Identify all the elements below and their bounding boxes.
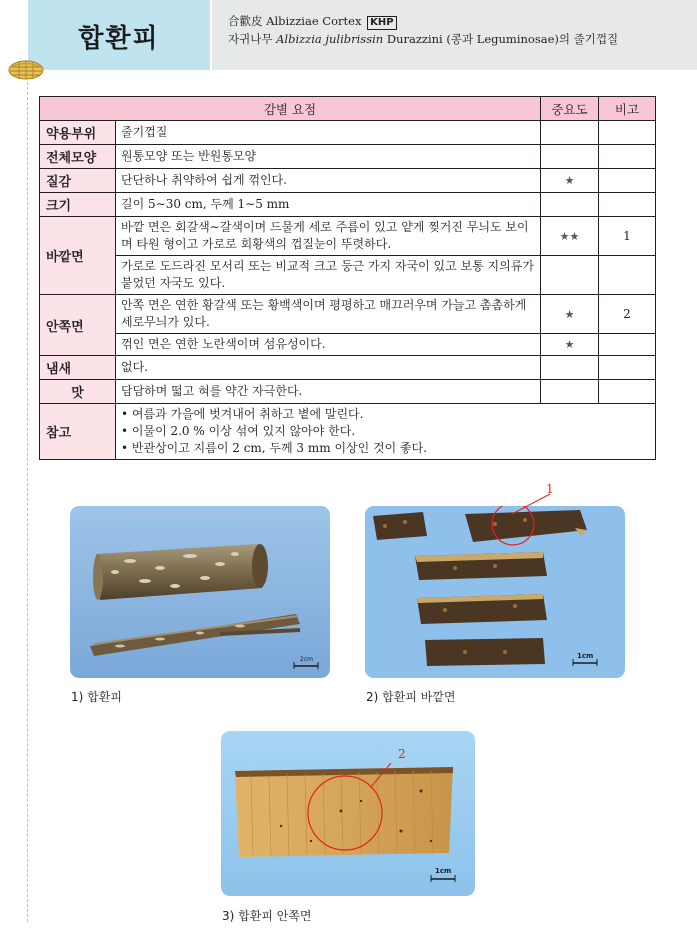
scale-label: 1cm bbox=[435, 867, 452, 875]
origin-line bbox=[228, 31, 668, 47]
text-outer-2: 가로로 도드라진 모서리 또는 비교적 크고 둥근 가지 자국이 있고 보통 지의류가 붙었던 자국도 있다. bbox=[116, 256, 541, 295]
row-part bbox=[40, 121, 656, 145]
scale-label: 1cm bbox=[577, 652, 594, 660]
whole-bark-image bbox=[70, 506, 330, 678]
origin-scientific: Albizzia julibrissin bbox=[276, 32, 384, 46]
row-texture bbox=[40, 169, 656, 193]
row-inner-2 bbox=[40, 334, 656, 356]
importance-inner-1: ★ bbox=[541, 295, 599, 334]
herb-bundle-icon bbox=[7, 55, 45, 81]
callout-number-1: 1 bbox=[546, 482, 554, 496]
reference-item: • 이물이 2.0 % 이상 섞여 있지 않아야 한다. bbox=[121, 424, 356, 438]
text-reference bbox=[116, 404, 656, 460]
scale-label: 2cm bbox=[300, 656, 313, 663]
title-box bbox=[28, 0, 210, 70]
row-outer-2 bbox=[40, 256, 656, 295]
latin-name-line bbox=[228, 13, 397, 30]
text-outer-1: 바깥 면은 회갈색∼갈색이며 드물게 세로 주름이 있고 얕게 찢거진 무늬도 보이며 타원 형이고 가로로 회황색의 껍질눈이 뚜렷하다. bbox=[116, 217, 541, 256]
label-taste: 맛 bbox=[40, 380, 116, 404]
label-smell: 냄새 bbox=[40, 356, 116, 380]
row-size bbox=[40, 193, 656, 217]
reference-item: • 여름과 가을에 벗겨내어 취하고 볕에 말린다. bbox=[121, 407, 364, 421]
header-importance: 중요도 bbox=[541, 97, 599, 121]
reference-item: • 반관상이고 지름이 2 cm, 두께 3 mm 이상인 것이 좋다. bbox=[121, 441, 428, 455]
text-inner-2: 꺾인 면은 연한 노란색이며 섬유성이다. bbox=[116, 334, 541, 356]
row-outer-1 bbox=[40, 217, 656, 256]
text-shape: 원통모양 또는 반원통모양 bbox=[116, 145, 541, 169]
header-note: 비고 bbox=[599, 97, 656, 121]
row-reference bbox=[40, 404, 656, 460]
caption-photo-2: 2) 합환피 바깥면 bbox=[366, 690, 456, 704]
text-taste: 담담하며 떫고 혀를 약간 자극한다. bbox=[116, 380, 541, 404]
label-part: 약용부위 bbox=[40, 121, 116, 145]
text-inner-1: 안쪽 면은 연한 황갈색 또는 황백색이며 평평하고 매끄러우며 가늘고 촘촘하게 세로무늬가 있다. bbox=[116, 295, 541, 334]
row-inner-1 bbox=[40, 295, 656, 334]
caption-photo-3: 3) 합환피 안쪽면 bbox=[222, 909, 312, 923]
origin-family: Durazzini (콩과 Leguminosae)의 줄기껍질 bbox=[383, 32, 619, 46]
text-part: 줄기껍질 bbox=[116, 121, 541, 145]
photo-inner-surface bbox=[221, 731, 475, 896]
callout-number-2: 2 bbox=[398, 747, 406, 761]
label-inner: 안쪽면 bbox=[40, 295, 116, 356]
header-key-points: 감별 요점 bbox=[40, 97, 541, 121]
text-smell: 없다. bbox=[116, 356, 541, 380]
latin-name: 合歡皮 Albizziae Cortex bbox=[228, 14, 362, 28]
text-texture: 단단하나 취약하여 쉽게 꺾인다. bbox=[116, 169, 541, 193]
origin-plant: 자귀나무 bbox=[228, 32, 277, 46]
outer-surface-image bbox=[365, 506, 625, 678]
label-reference: 참고 bbox=[40, 404, 116, 460]
identification-table bbox=[39, 96, 656, 460]
label-shape: 전체모양 bbox=[40, 145, 116, 169]
importance-texture: ★ bbox=[541, 169, 599, 193]
photo-outer-surface bbox=[365, 506, 625, 678]
caption-photo-1: 1) 합환피 bbox=[71, 690, 122, 704]
note-inner: 2 bbox=[599, 295, 656, 334]
label-size: 크기 bbox=[40, 193, 116, 217]
row-shape bbox=[40, 145, 656, 169]
row-smell bbox=[40, 356, 656, 380]
margin-guide-line bbox=[27, 82, 28, 922]
page-title: 합환피 bbox=[78, 24, 160, 54]
photo-whole-bark bbox=[70, 506, 330, 678]
text-size: 길이 5∼30 cm, 두께 1∼5 mm bbox=[116, 193, 541, 217]
note-outer: 1 bbox=[599, 217, 656, 256]
label-outer: 바깥면 bbox=[40, 217, 116, 295]
khp-badge: KHP bbox=[367, 16, 396, 30]
inner-surface-image bbox=[221, 731, 475, 896]
label-texture: 질감 bbox=[40, 169, 116, 193]
row-taste bbox=[40, 380, 656, 404]
importance-outer: ★★ bbox=[541, 217, 599, 256]
importance-inner-2: ★ bbox=[541, 334, 599, 356]
